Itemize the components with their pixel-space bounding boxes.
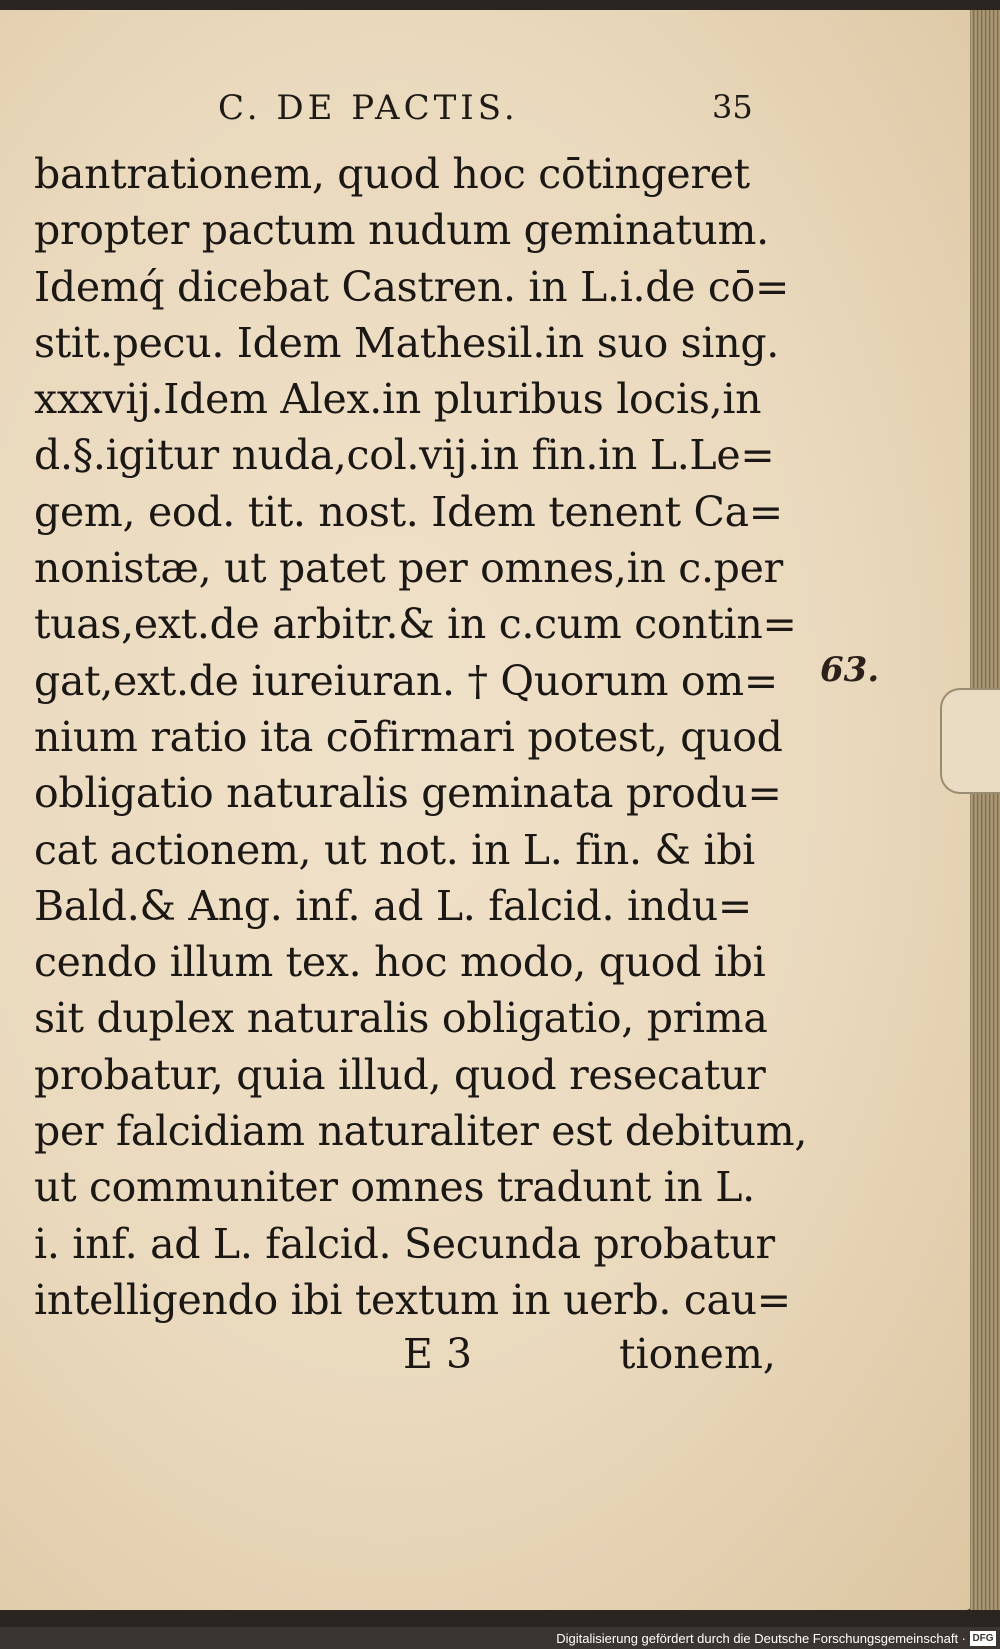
- text-line: probatur, quia illud, quod resecatur: [34, 1050, 766, 1099]
- catchline: [0, 1330, 800, 1390]
- text-line: stit.pecu. Idem Mathesil.in suo sing.: [34, 318, 780, 367]
- running-head: [0, 88, 800, 138]
- marginal-note: 63.: [820, 650, 880, 690]
- text-line: tuas,ext.de arbitr.& in c.cum contin=: [34, 600, 797, 649]
- text-line: intelligendo ibi textum in uerb. cau=: [34, 1275, 791, 1324]
- text-line: sit duplex naturalis obligatio, prima: [34, 994, 768, 1043]
- text-line: d.§.igitur nuda,col.vij.in fin.in L.Le=: [34, 431, 775, 480]
- text-line: nium ratio ita cōfirmari potest, quod: [34, 712, 783, 761]
- text-line: bantrationem, quod hoc cōtingeret: [34, 150, 750, 198]
- catchword: tionem,: [619, 1330, 776, 1378]
- text-line: gat,ext.de iureiuran. † Quorum om=: [34, 656, 778, 705]
- funding-credit: Digitalisierung gefördert durch die Deutsche Forschungsgemeinschaft ·: [556, 1631, 966, 1646]
- text-line: nonistæ, ut patet per omnes,in c.per: [34, 544, 783, 593]
- text-line: xxxvij.Idem Alex.in pluribus locis,in: [34, 375, 762, 424]
- text-line: ut communiter omnes tradunt in L.: [34, 1163, 755, 1212]
- bookmark-tab: [940, 688, 1000, 794]
- text-line: propter pactum nudum geminatum.: [34, 206, 769, 255]
- text-line: obligatio naturalis geminata produ=: [34, 769, 782, 818]
- running-title: C. DE PACTIS.: [218, 88, 519, 128]
- text-line: cendo illum tex. hoc modo, quod ibi: [34, 938, 766, 987]
- text-line: Idemq́ dicebat Castren. in L.i.de cō=: [34, 262, 790, 311]
- digitization-footer: [0, 1627, 1000, 1649]
- page-number: 35: [712, 88, 753, 126]
- book-page-edges: [970, 10, 1000, 1610]
- dfg-logo: DFG: [970, 1631, 996, 1646]
- text-line: i. inf. ad L. falcid. Secunda probatur: [34, 1219, 775, 1268]
- text-line: Bald.& Ang. inf. ad L. falcid. indu=: [34, 881, 752, 930]
- signature-mark: E 3: [403, 1330, 473, 1378]
- body-text: [34, 146, 808, 1328]
- text-line: cat actionem, ut not. in L. fin. & ibi: [34, 825, 755, 874]
- text-line: per falcidiam naturaliter est debitum,: [34, 1107, 808, 1156]
- text-line: gem, eod. tit. nost. Idem tenent Ca=: [34, 487, 783, 536]
